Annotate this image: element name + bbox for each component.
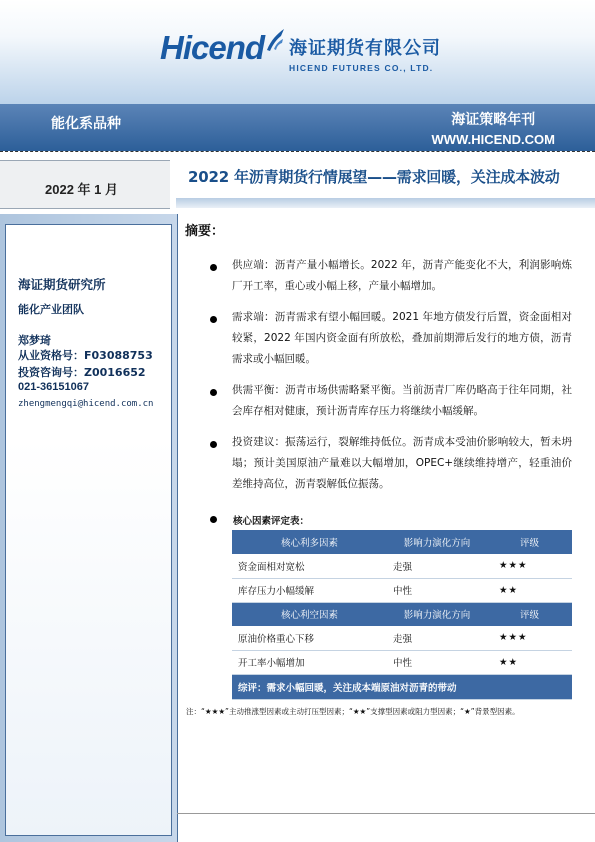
- factor-cell: 资金面相对宽松: [232, 554, 387, 578]
- rating-cell: ★★★: [487, 554, 572, 578]
- page-header: [0, 0, 595, 104]
- table-row: [232, 554, 572, 578]
- phone-number: 021-36151067: [18, 381, 89, 393]
- team-name: 能化产业团队: [18, 303, 84, 316]
- email-address[interactable]: zhengmengqi@hicend.com.cn: [18, 399, 154, 409]
- company-name-en: HICEND FUTURES CO., LTD.: [289, 63, 434, 73]
- footer-divider: [177, 813, 595, 814]
- rating-cell: ★★: [487, 578, 572, 602]
- abstract-bullet-demand: 需求端：沥青需求有望小幅回暖。2021 年地方债发行后置，资金面相对较紧，2022 年国内资金面有所放松，叠加前期滞后发行的地方债，沥青需求或小幅回暖。: [232, 311, 572, 365]
- factor-cell: 开工率小幅增加: [232, 650, 387, 674]
- abstract-bullet-supply: 供应端：沥青产量小幅增长。2022 年，沥青产能变化不大，利润影响炼厂开工率，重心或小幅上移，产量小幅增加。: [232, 259, 572, 292]
- bullet-icon: [210, 389, 217, 396]
- direction-cell: 走强: [387, 554, 487, 578]
- logo-swoosh-icon: [265, 26, 285, 52]
- header-bar: [0, 104, 595, 151]
- table-row: [232, 650, 572, 674]
- table-label: 核心因素评定表：: [233, 516, 310, 527]
- abstract-bullet-advice: 投资建议：振荡运行，裂解维持低位。沥青成本受油价影响较大，暂未坍塌；预计美国原油产量难以大幅增加，OPEC+继续维持增产，轻重油价差维持高位，沥青裂解低位振荡。: [232, 436, 572, 490]
- bullet-icon: [210, 441, 217, 448]
- website-link[interactable]: WWW.HICEND.COM: [431, 132, 555, 147]
- bullet-icon: [210, 316, 217, 323]
- table-header-cell: 影响力演化方向: [387, 530, 487, 554]
- table-header-row: [232, 602, 572, 626]
- table-header-cell: 核心利多因素: [232, 530, 387, 554]
- company-name-cn: 海证期货有限公司: [289, 38, 442, 59]
- factor-table: [232, 530, 572, 700]
- direction-cell: 中性: [387, 578, 487, 602]
- factor-cell: 原油价格重心下移: [232, 626, 387, 650]
- table-note: 注：“★★★”主动推涨型因素或主动打压型因素；“★★”支撑型因素或阻力型因素；“★”背景型因素。: [186, 707, 520, 716]
- publication-title: 海证策略年刊: [451, 112, 536, 128]
- divider: [0, 151, 595, 152]
- direction-cell: 中性: [387, 650, 487, 674]
- report-date: 2022 年 1 月: [45, 182, 118, 197]
- abstract-heading: 摘要：: [185, 224, 225, 239]
- table-header-cell: 评级: [487, 530, 572, 554]
- bullet-icon: [210, 516, 217, 523]
- logo-wordmark: Hicend: [160, 29, 265, 66]
- date-box: [0, 160, 170, 209]
- report-title: 2022 年沥青期货行情展望——需求回暖，关注成本波动: [188, 168, 560, 186]
- title-underline: [176, 198, 595, 208]
- factor-cell: 库存压力小幅缓解: [232, 578, 387, 602]
- bullet-icon: [210, 264, 217, 271]
- research-institute: 海证期货研究所: [18, 277, 106, 292]
- rating-cell: ★★★: [487, 626, 572, 650]
- sidebar-panel: [5, 224, 172, 836]
- table-row: [232, 578, 572, 602]
- column-divider: [177, 214, 178, 842]
- table-summary-row: [232, 674, 572, 699]
- table-header-cell: 评级: [487, 602, 572, 626]
- rating-cell: ★★: [487, 650, 572, 674]
- direction-cell: 走强: [387, 626, 487, 650]
- sidebar: [0, 214, 177, 842]
- abstract-bullet-balance: 供需平衡：沥青市场供需略紧平衡。当前沥青厂库仍略高于往年同期，社会库存相对健康，预计沥青库存压力将继续小幅缓解。: [232, 384, 572, 417]
- qualification-number: 从业资格号：F03088753: [18, 349, 153, 362]
- table-header-cell: 核心利空因素: [232, 602, 387, 626]
- company-logo: [160, 30, 441, 73]
- category-label: 能化系品种: [51, 116, 121, 132]
- table-header-cell: 影响力演化方向: [387, 602, 487, 626]
- analyst-name: 郑梦琦: [18, 334, 51, 347]
- table-header-row: [232, 530, 572, 554]
- consult-number: 投资咨询号：Z0016652: [18, 366, 146, 379]
- table-row: [232, 626, 572, 650]
- summary-cell: 综评：需求小幅回暖，关注成本端原油对沥青的带动: [232, 674, 572, 699]
